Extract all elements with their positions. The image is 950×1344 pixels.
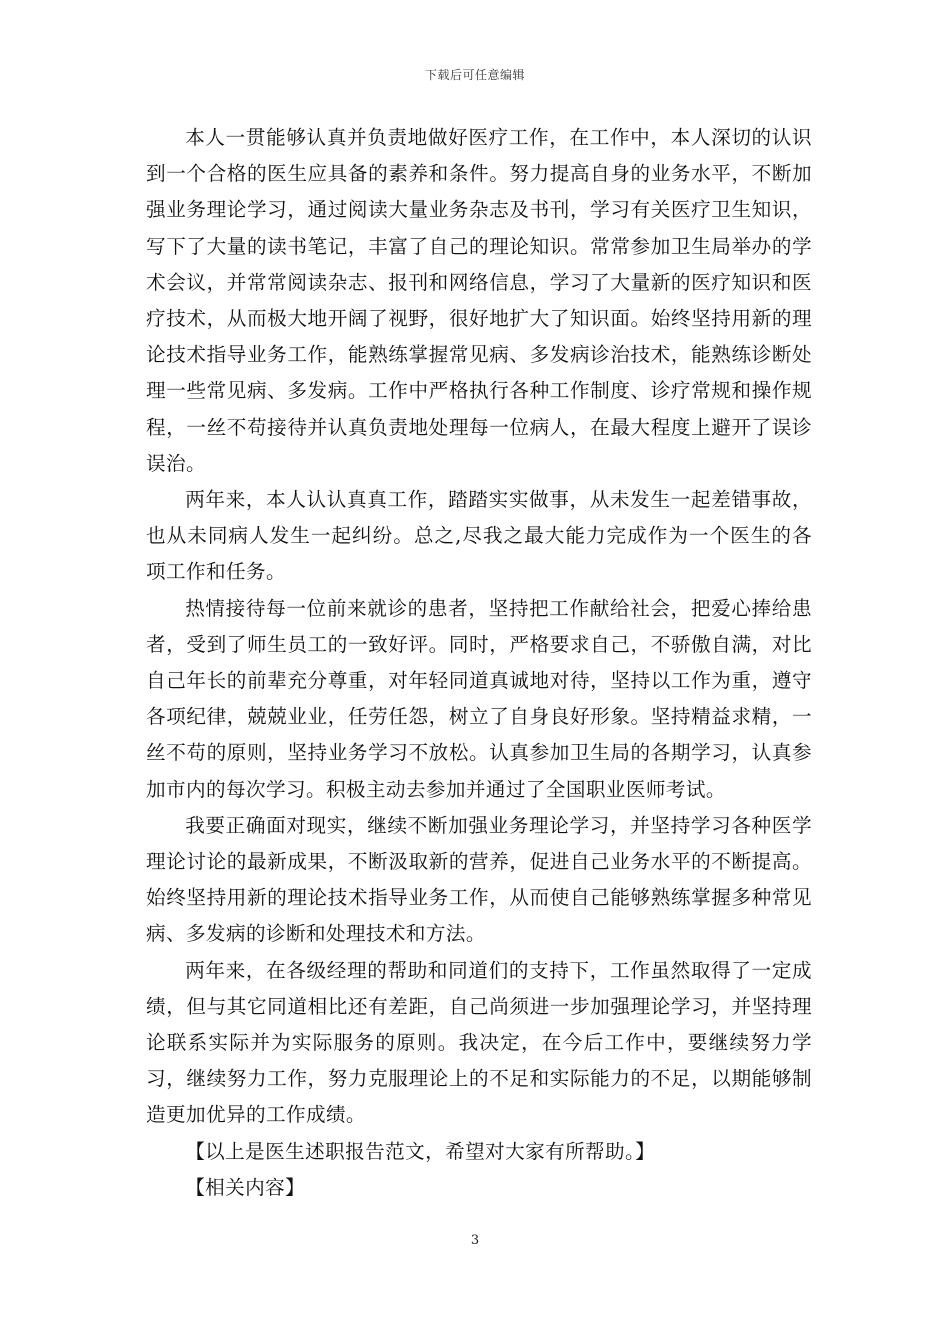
document-body [146, 120, 812, 1206]
paragraph-3: 热情接待每一位前来就诊的患者，坚持把工作献给社会，把爱心捧给患者，受到了师生员工的一致好评。同时，严格要求自己，不骄傲自满，对比自己年长的前辈充分尊重，对年轻同道真诚地对待，坚持以工作为重，遵守各项纪律，兢兢业业，任劳任怨，树立了自身良好形象。坚持精益求精，一丝不苟的原则，坚持业务学习不放松。认真参加卫生局的各期学习，认真参加市内的每次学习。积极主动去参加并通过了全国职业医师考试。 [146, 596, 812, 801]
paragraph-4: 我要正确面对现实，继续不断加强业务理论学习，并坚持学习各种医学理论讨论的最新成果，不断汲取新的营养，促进自己业务水平的不断提高。始终坚持用新的理论技术指导业务工作，从而使自己能够熟练掌握多种常见病、多发病的诊断和处理技术和方法。 [146, 813, 812, 946]
related-content-heading: 【相关内容】 [185, 1175, 306, 1199]
paragraph-1: 本人一贯能够认真并负责地做好医疗工作，在工作中，本人深切的认识到一个合格的医生应具备的素养和条件。努力提高自身的业务水平，不断加强业务理论学习，通过阅读大量业务杂志及书刊，学习有关医疗卫生知识，写下了大量的读书笔记，丰富了自己的理论知识。常常参加卫生局举办的学术会议，并常常阅读杂志、报刊和网络信息，学习了大量新的医疗知识和医疗技术，从而极大地开阔了视野，很好地扩大了知识面。始终坚持用新的理论技术指导业务工作，能熟练掌握常见病、多发病诊治技术，能熟练诊断处理一些常见病、多发病。工作中严格执行各种工作制度、诊疗常规和操作规程，一丝不苟接待并认真负责地处理每一位病人，在最大程度上避开了误诊误治。 [146, 126, 812, 475]
closing-note: 【以上是医生述职报告范文，希望对大家有所帮助。】 [185, 1139, 656, 1163]
page-number: 3 [470, 1233, 480, 1248]
paragraph-2: 两年来，本人认认真真工作，踏踏实实做事，从未发生一起差错事故，也从未同病人发生一起纠纷。总之,尽我之最大能力完成作为一个医生的各项工作和任务。 [146, 488, 812, 584]
paragraph-5: 两年来，在各级经理的帮助和同道们的支持下，工作虽然取得了一定成绩，但与其它同道相比还有差距，自己尚须进一步加强理论学习，并坚持理论联系实际并为实际服务的原则。我决定，在今后工作中，要继续努力学习，继续努力工作，努力克服理论上的不足和实际能力的不足，以期能够制造更加优异的工作成绩。 [146, 958, 812, 1127]
header-note: 下载后可任意编辑 [424, 68, 525, 82]
